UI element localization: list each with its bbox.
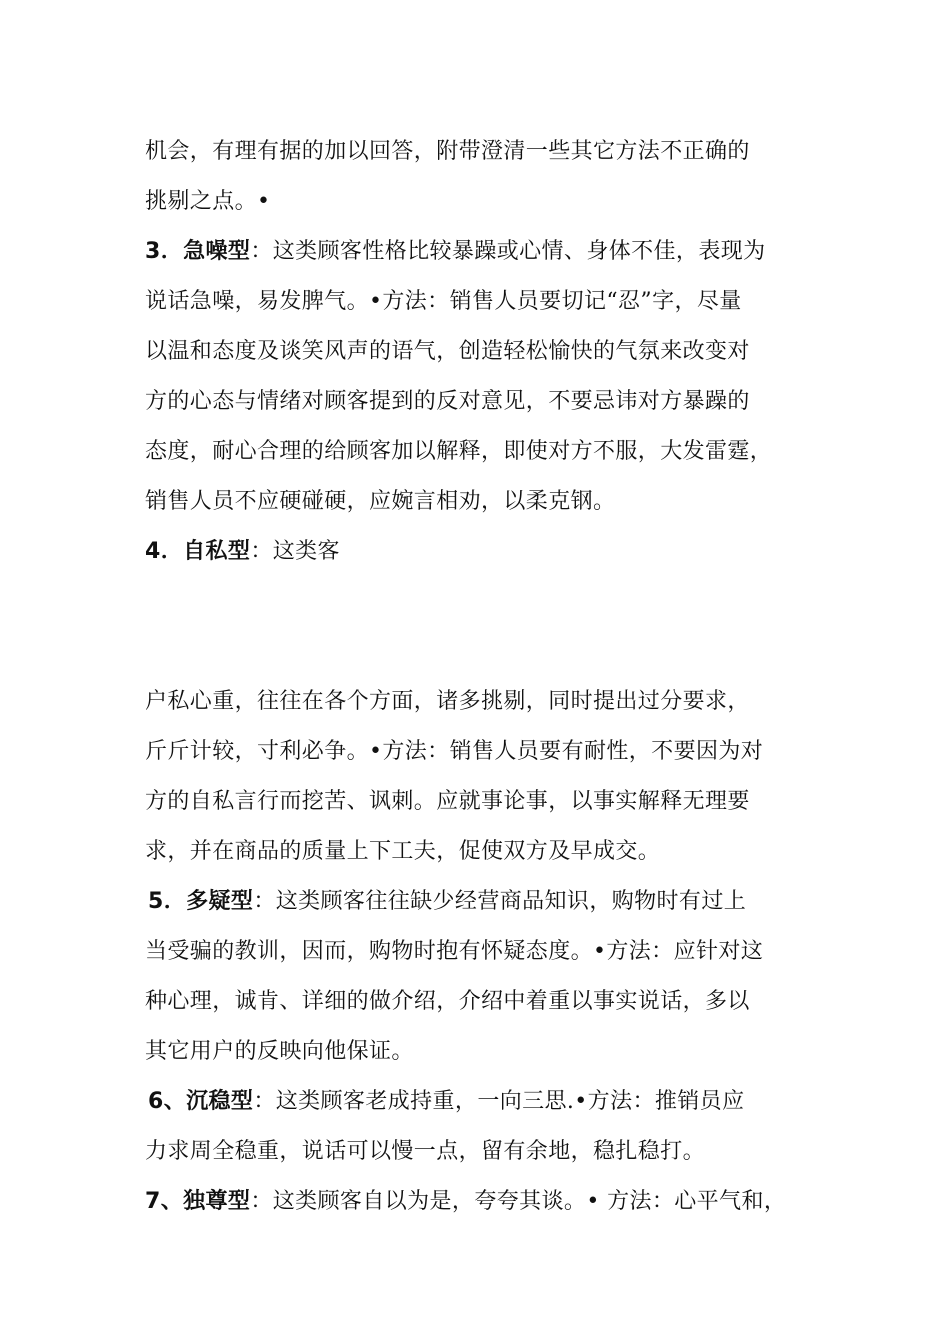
text-span: 户私心重，往往在各个方面，诸多挑剔，同时提出过分要求， bbox=[145, 689, 750, 714]
text-span: ：这类客 bbox=[250, 539, 340, 564]
section-heading: 4．自私型 bbox=[145, 539, 251, 564]
section-heading-line bbox=[145, 1187, 786, 1217]
text-line bbox=[145, 737, 763, 767]
text-line bbox=[145, 937, 763, 967]
text-span: 机会，有理有据的加以回答，附带澄清一些其它方法不正确的 bbox=[145, 139, 750, 164]
text-span: 斤斤计较，寸利必争。•方法：销售人员要有耐性，不要因为对 bbox=[145, 739, 764, 764]
text-line bbox=[145, 187, 270, 217]
text-span: 方的心态与情绪对顾客提到的反对意见，不要忌讳对方暴躁的 bbox=[145, 389, 750, 414]
text-line bbox=[145, 487, 615, 517]
section-heading: 7、独尊型 bbox=[145, 1189, 251, 1214]
text-line bbox=[145, 987, 750, 1017]
text-line bbox=[145, 337, 750, 367]
text-line bbox=[145, 437, 772, 467]
section-heading-line bbox=[145, 237, 766, 267]
text-span: 挑剔之点。• bbox=[145, 189, 271, 214]
text-span: 种心理，诚肯、详细的做介绍，介绍中着重以事实说话，多以 bbox=[145, 989, 750, 1014]
section-heading-line bbox=[145, 537, 340, 567]
text-line bbox=[145, 387, 750, 417]
section-heading: 6、沉稳型 bbox=[148, 1089, 254, 1114]
text-span: ：这类顾客往往缺少经营商品知识，购物时有过上 bbox=[253, 889, 747, 914]
text-line bbox=[145, 1137, 705, 1167]
text-span: ：这类顾客性格比较暴躁或心情、身体不佳，表现为 bbox=[250, 239, 766, 264]
section-heading: 3．急噪型 bbox=[145, 239, 251, 264]
text-line bbox=[145, 287, 742, 317]
text-span: 方的自私言行而挖苦、讽刺。应就事论事，以事实解释无理要 bbox=[145, 789, 750, 814]
section-heading-line bbox=[148, 1087, 744, 1117]
text-span: 求，并在商品的质量上下工夫，促使双方及早成交。 bbox=[145, 839, 661, 864]
text-line bbox=[145, 137, 750, 167]
text-span: ：这类顾客自以为是，夸夸其谈。• 方法：心平气和， bbox=[250, 1189, 787, 1214]
section-heading: 5．多疑型 bbox=[148, 889, 254, 914]
text-line bbox=[145, 837, 660, 867]
text-span: 以温和态度及谈笑风声的语气，创造轻松愉快的气氛来改变对 bbox=[145, 339, 750, 364]
text-span: 其它用户的反映向他保证。 bbox=[145, 1039, 414, 1064]
text-line bbox=[145, 1037, 414, 1067]
text-line bbox=[145, 687, 750, 717]
text-span: 销售人员不应硬碰硬，应婉言相劝，以柔克钢。 bbox=[145, 489, 616, 514]
text-span: 说话急噪，易发脾气。•方法：销售人员要切记“忍”字，尽量 bbox=[145, 289, 742, 314]
text-span: ：这类顾客老成持重，一向三思.•方法：推销员应 bbox=[253, 1089, 745, 1114]
text-span: 态度，耐心合理的给顾客加以解释，即使对方不服，大发雷霆， bbox=[145, 439, 773, 464]
section-heading-line bbox=[148, 887, 746, 917]
text-span: 当受骗的教训，因而，购物时抱有怀疑态度。•方法：应针对这 bbox=[145, 939, 764, 964]
text-span: 力求周全稳重，说话可以慢一点，留有余地，稳扎稳打。 bbox=[145, 1139, 706, 1164]
text-line bbox=[145, 787, 750, 817]
